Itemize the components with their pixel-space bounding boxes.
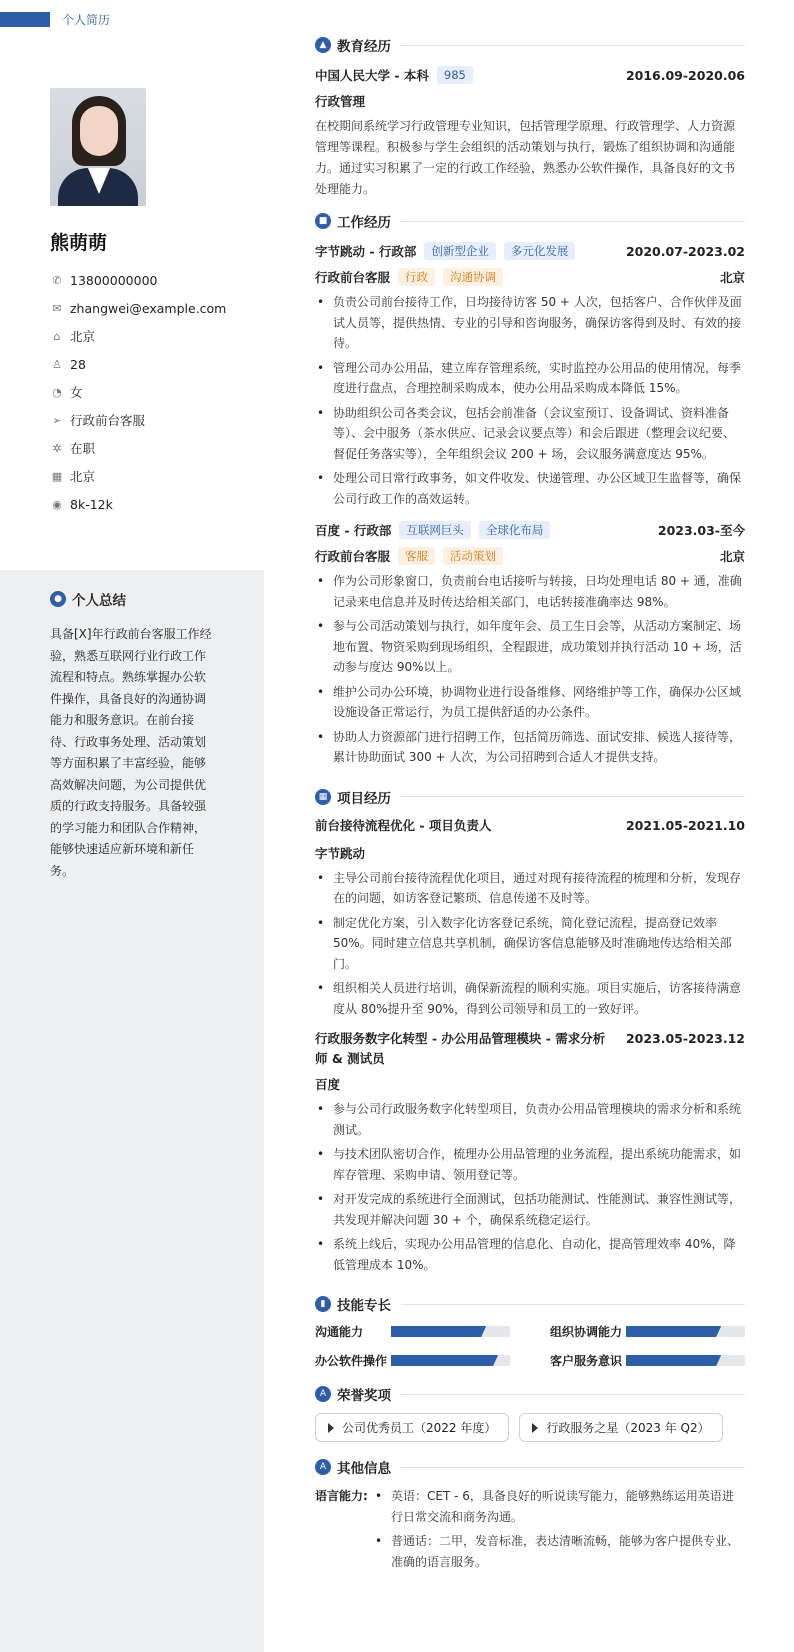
job-role-row	[315, 266, 745, 288]
role-tag: 行政	[398, 268, 435, 286]
role-tag: 活动策划	[443, 547, 503, 565]
skill-name: 组织协调能力	[550, 1325, 623, 1339]
skill-name: 办公软件操作	[315, 1354, 388, 1368]
info-icon: A	[315, 1459, 331, 1475]
summary-title: 个人总结	[72, 593, 126, 609]
contact-info-row	[50, 378, 260, 406]
contact-info-text: 8k-12k	[70, 496, 113, 512]
project-bullets	[315, 868, 745, 1020]
skill-track	[391, 1326, 510, 1337]
job-bullet: • 管理公司办公用品，建立库存管理系统，实时监控办公用品的使用情况，每季度进行盘点，合理控制采购成本，使办公用品采购成本降低 15%。	[315, 358, 745, 399]
project-title-row	[315, 816, 745, 838]
job-bullet: • 处理公司日常行政事务，如文件收发、快递管理、办公区域卫生监督等，确保公司行政工作的高效运转。	[315, 468, 745, 509]
job-role-row	[315, 545, 745, 567]
education-row	[315, 64, 745, 86]
job-bullet: • 维护公司办公环境，协调物业进行设备维修、网络维护等工作，确保办公区域设施设备正常运行，为员工提供舒适的办公条件。	[315, 682, 745, 723]
major-row	[315, 90, 745, 112]
cake-icon: ♙	[52, 357, 62, 371]
contact-info-text: 北京	[70, 329, 96, 344]
project-bullet: • 对开发完成的系统进行全面测试，包括功能测试、性能测试、兼容性测试等，共发现并解决问题 30 + 个，确保系统稳定运行。	[315, 1189, 745, 1230]
header-bar	[0, 0, 794, 30]
job-role: 行政前台客服	[315, 270, 391, 285]
awards-list	[315, 1413, 745, 1442]
work-header	[315, 210, 745, 232]
building-icon: ▦	[51, 469, 63, 483]
skills-grid	[315, 1323, 745, 1369]
contact-info-text: 13800000000	[70, 272, 158, 288]
contact-info-row	[50, 294, 260, 322]
main-content	[315, 34, 745, 1576]
contact-info-row	[50, 350, 260, 378]
project-date: 2021.05-2021.10	[625, 817, 745, 833]
play-icon	[532, 1423, 538, 1433]
project-bullet: • 参与公司行政服务数字化转型项目，负责办公用品管理模块的需求分析和系统测试。	[315, 1099, 745, 1140]
award-icon: A	[315, 1386, 331, 1402]
project-date: 2023.05-2023.12	[625, 1031, 745, 1046]
job-list	[315, 240, 745, 778]
contact-info-list	[50, 266, 260, 518]
grid-icon: ▦	[315, 789, 331, 805]
job-company-left	[315, 521, 550, 539]
job-bullets	[315, 292, 745, 509]
summary-header	[50, 589, 126, 609]
major: 行政管理	[315, 94, 366, 109]
school-tag: 985	[437, 66, 473, 84]
company-name: 字节跳动 - 行政部	[315, 244, 417, 259]
gender-icon: ◔	[52, 385, 62, 399]
job-company-row	[315, 519, 745, 541]
job-city: 北京	[719, 549, 745, 564]
education-description: 在校期间系统学习行政管理专业知识，包括管理学原理、行政管理学、人力资源管理等课程。积极参与学生会组织的活动策划与执行，锻炼了组织协调和沟通能力。通过实习积累了一定的行政工作经验，熟悉办公软件操作，具备良好的文书处理能力。	[315, 119, 736, 196]
award-badge	[519, 1413, 722, 1442]
play-icon	[328, 1423, 334, 1433]
project-name: 行政服务数字化转型 - 办公用品管理模块 - 需求分析师 & 测试员	[315, 1031, 606, 1066]
company-tag: 创新型企业	[424, 242, 496, 260]
award-badge	[315, 1413, 509, 1442]
job-company-row	[315, 240, 745, 262]
salary-icon: ◉	[52, 497, 62, 511]
contact-info-text: 在职	[70, 441, 96, 456]
job-bullet: • 参与公司活动策划与执行，如年度年会、员工生日会等，从活动方案制定、场地布置、物资采购到现场组织，全程跟进，成功策划并执行活动 10 + 场，活动参与度达 90%以上。	[315, 616, 745, 678]
project-org: 字节跳动	[315, 845, 366, 861]
skills-title: 技能专长	[337, 1298, 391, 1314]
skill-track	[626, 1355, 745, 1366]
briefcase-icon: ■	[315, 213, 331, 229]
contact-info-row	[50, 406, 260, 434]
project-bullets	[315, 1099, 745, 1275]
project-bullet: • 与技术团队密切合作，梳理办公用品管理的业务流程，提出系统功能需求，如库存管理、采购申请、领用登记等。	[315, 1144, 745, 1185]
project-bullet: • 制定优化方案，引入数字化访客登记系统，简化登记流程，提高登记效率 50%。同时建立信息共享机制，确保访客信息能够及时准确地传达给相关部门。	[315, 913, 745, 975]
language-list	[373, 1486, 745, 1576]
work-title: 工作经历	[337, 215, 391, 231]
job-date: 2023.03-至今	[657, 523, 745, 538]
skill-level-bar	[626, 1326, 721, 1337]
skill-level-bar	[626, 1355, 721, 1366]
job-bullet: • 协助组织公司各类会议，包括会前准备（会议室预订、设备调试、资料准备等）、会中服务（茶水供应、记录会议要点等）和会后跟进（整理会议纪要、督促任务落实等），全年组织会议 200 + 场，会议服务满意度达 95%。	[315, 403, 745, 465]
education-header	[315, 34, 745, 56]
contact-info-text: zhangwei@example.com	[70, 300, 227, 316]
job-bullet: • 作为公司形象窗口，负责前台电话接听与转接，日均处理电话 80 + 通，准确记录来电信息并及时传达给相关部门，电话转接准确率达 98%。	[315, 571, 745, 612]
skill-track	[626, 1326, 745, 1337]
contact-info-text: 行政前台客服	[70, 413, 146, 428]
project-name: 前台接待流程优化 - 项目负责人	[315, 817, 492, 833]
role-tag: 沟通协调	[443, 268, 503, 286]
role-tag: 客服	[398, 547, 435, 565]
project-org: 百度	[315, 1077, 341, 1092]
company-name: 百度 - 行政部	[315, 523, 392, 538]
contact-info-text: 女	[70, 385, 83, 400]
job-role-left	[315, 547, 503, 565]
job-date: 2020.07-2023.02	[625, 243, 745, 259]
contact-info-row	[50, 434, 260, 462]
education-title: 教育经历	[337, 39, 391, 55]
skill-item	[315, 1323, 510, 1340]
job-city: 北京	[719, 270, 745, 285]
graduation-cap-icon: ▲	[315, 37, 331, 53]
avatar-photo	[50, 88, 146, 206]
project-title-row	[315, 1029, 745, 1069]
company-tag: 互联网巨头	[399, 521, 471, 539]
contact-info-row	[50, 322, 260, 350]
project-bullet: • 系统上线后，实现办公用品管理的信息化、自动化，提高管理效率 40%，降低管理成本 10%。	[315, 1234, 745, 1275]
phone-icon: ✆	[52, 273, 62, 287]
status-icon: ✲	[52, 441, 62, 455]
school-name: 中国人民大学 - 本科	[315, 68, 429, 83]
other-title: 其他信息	[337, 1461, 391, 1477]
skill-level-bar	[391, 1326, 486, 1337]
contact-info-text: 28	[70, 356, 86, 372]
company-tag: 全球化布局	[479, 521, 551, 539]
job-role-left	[315, 268, 503, 286]
job-bullets	[315, 571, 745, 768]
projects-title: 项目经历	[337, 790, 391, 807]
award-text: 公司优秀员工（2022 年度）	[342, 1421, 497, 1435]
contact-info-row	[50, 462, 260, 490]
summary-text: 具备[X]年行政前台客服工作经验，熟悉互联网行业行政工作流程和特点。熟练掌握办公软件操作，具备良好的沟通协调能力和服务意识。在前台接待、行政事务处理、活动策划等方面积累了丰富经验，能够高效解决问题，为公司提供优质的行政支持服务。具备较强的学习能力和团队合作精神，能够快速适应新环境和新任务。	[50, 627, 212, 878]
education-date: 2016.09-2020.06	[625, 67, 745, 83]
project-list	[315, 816, 745, 1286]
project-org-row	[315, 1073, 745, 1095]
project-bullet: • 组织相关人员进行培训，确保新流程的顺利实施。项目实施后，访客接待满意度从 80%提升至 90%，得到公司领导和员工的一致好评。	[315, 978, 745, 1019]
person-icon: ●	[50, 591, 66, 607]
language-item: • 英语：CET - 6，具备良好的听说读写能力，能够熟练运用英语进行日常交流和商务沟通。	[373, 1486, 745, 1527]
contact-info-row	[50, 490, 260, 518]
skill-name: 沟通能力	[315, 1325, 364, 1339]
language-label: 语言能力:	[315, 1489, 368, 1503]
mail-icon: ✉	[52, 301, 62, 315]
send-icon: ➢	[52, 413, 62, 427]
company-tag: 多元化发展	[504, 242, 576, 260]
awards-title: 荣誉奖项	[337, 1388, 391, 1404]
contact-info-row	[50, 266, 260, 294]
skills-header	[315, 1293, 745, 1315]
project-org-row	[315, 842, 745, 864]
job-bullet: • 协助人力资源部门进行招聘工作，包括简历筛选、面试安排、候选人接待等，累计协助面试 300 + 人次，为公司招聘到合适人才提供支持。	[315, 727, 745, 768]
skill-item	[315, 1352, 510, 1369]
awards-header	[315, 1383, 745, 1405]
skill-item	[550, 1323, 745, 1340]
bar-chart-icon: ▮	[315, 1296, 331, 1312]
award-text: 行政服务之星（2023 年 Q2）	[546, 1421, 710, 1435]
home-icon: ⌂	[53, 329, 61, 343]
candidate-name: 熊萌萌	[50, 232, 108, 254]
project-bullet: • 主导公司前台接待流程优化项目，通过对现有接待流程的梳理和分析，发现存在的问题，如访客登记繁琐、信息传递不及时等。	[315, 868, 745, 909]
job-role: 行政前台客服	[315, 549, 391, 564]
language-block	[315, 1486, 745, 1576]
other-header	[315, 1456, 745, 1478]
skill-level-bar	[391, 1355, 498, 1366]
skill-name: 客户服务意识	[550, 1354, 623, 1368]
job-company-left	[315, 242, 575, 260]
contact-info-text: 北京	[70, 469, 96, 484]
job-bullet: • 负责公司前台接待工作，日均接待访客 50 + 人次，包括客户、合作伙伴及面试人员等，提供热情、专业的引导和咨询服务，确保访客得到及时、有效的接待。	[315, 292, 745, 354]
skill-track	[391, 1355, 510, 1366]
header-accent-bar	[0, 12, 50, 27]
page-title: 个人简历	[62, 13, 111, 27]
language-item: • 普通话：二甲，发音标准，表达清晰流畅，能够为客户提供专业、准确的语言服务。	[373, 1531, 745, 1572]
projects-header	[315, 786, 745, 808]
skill-item	[550, 1352, 745, 1369]
